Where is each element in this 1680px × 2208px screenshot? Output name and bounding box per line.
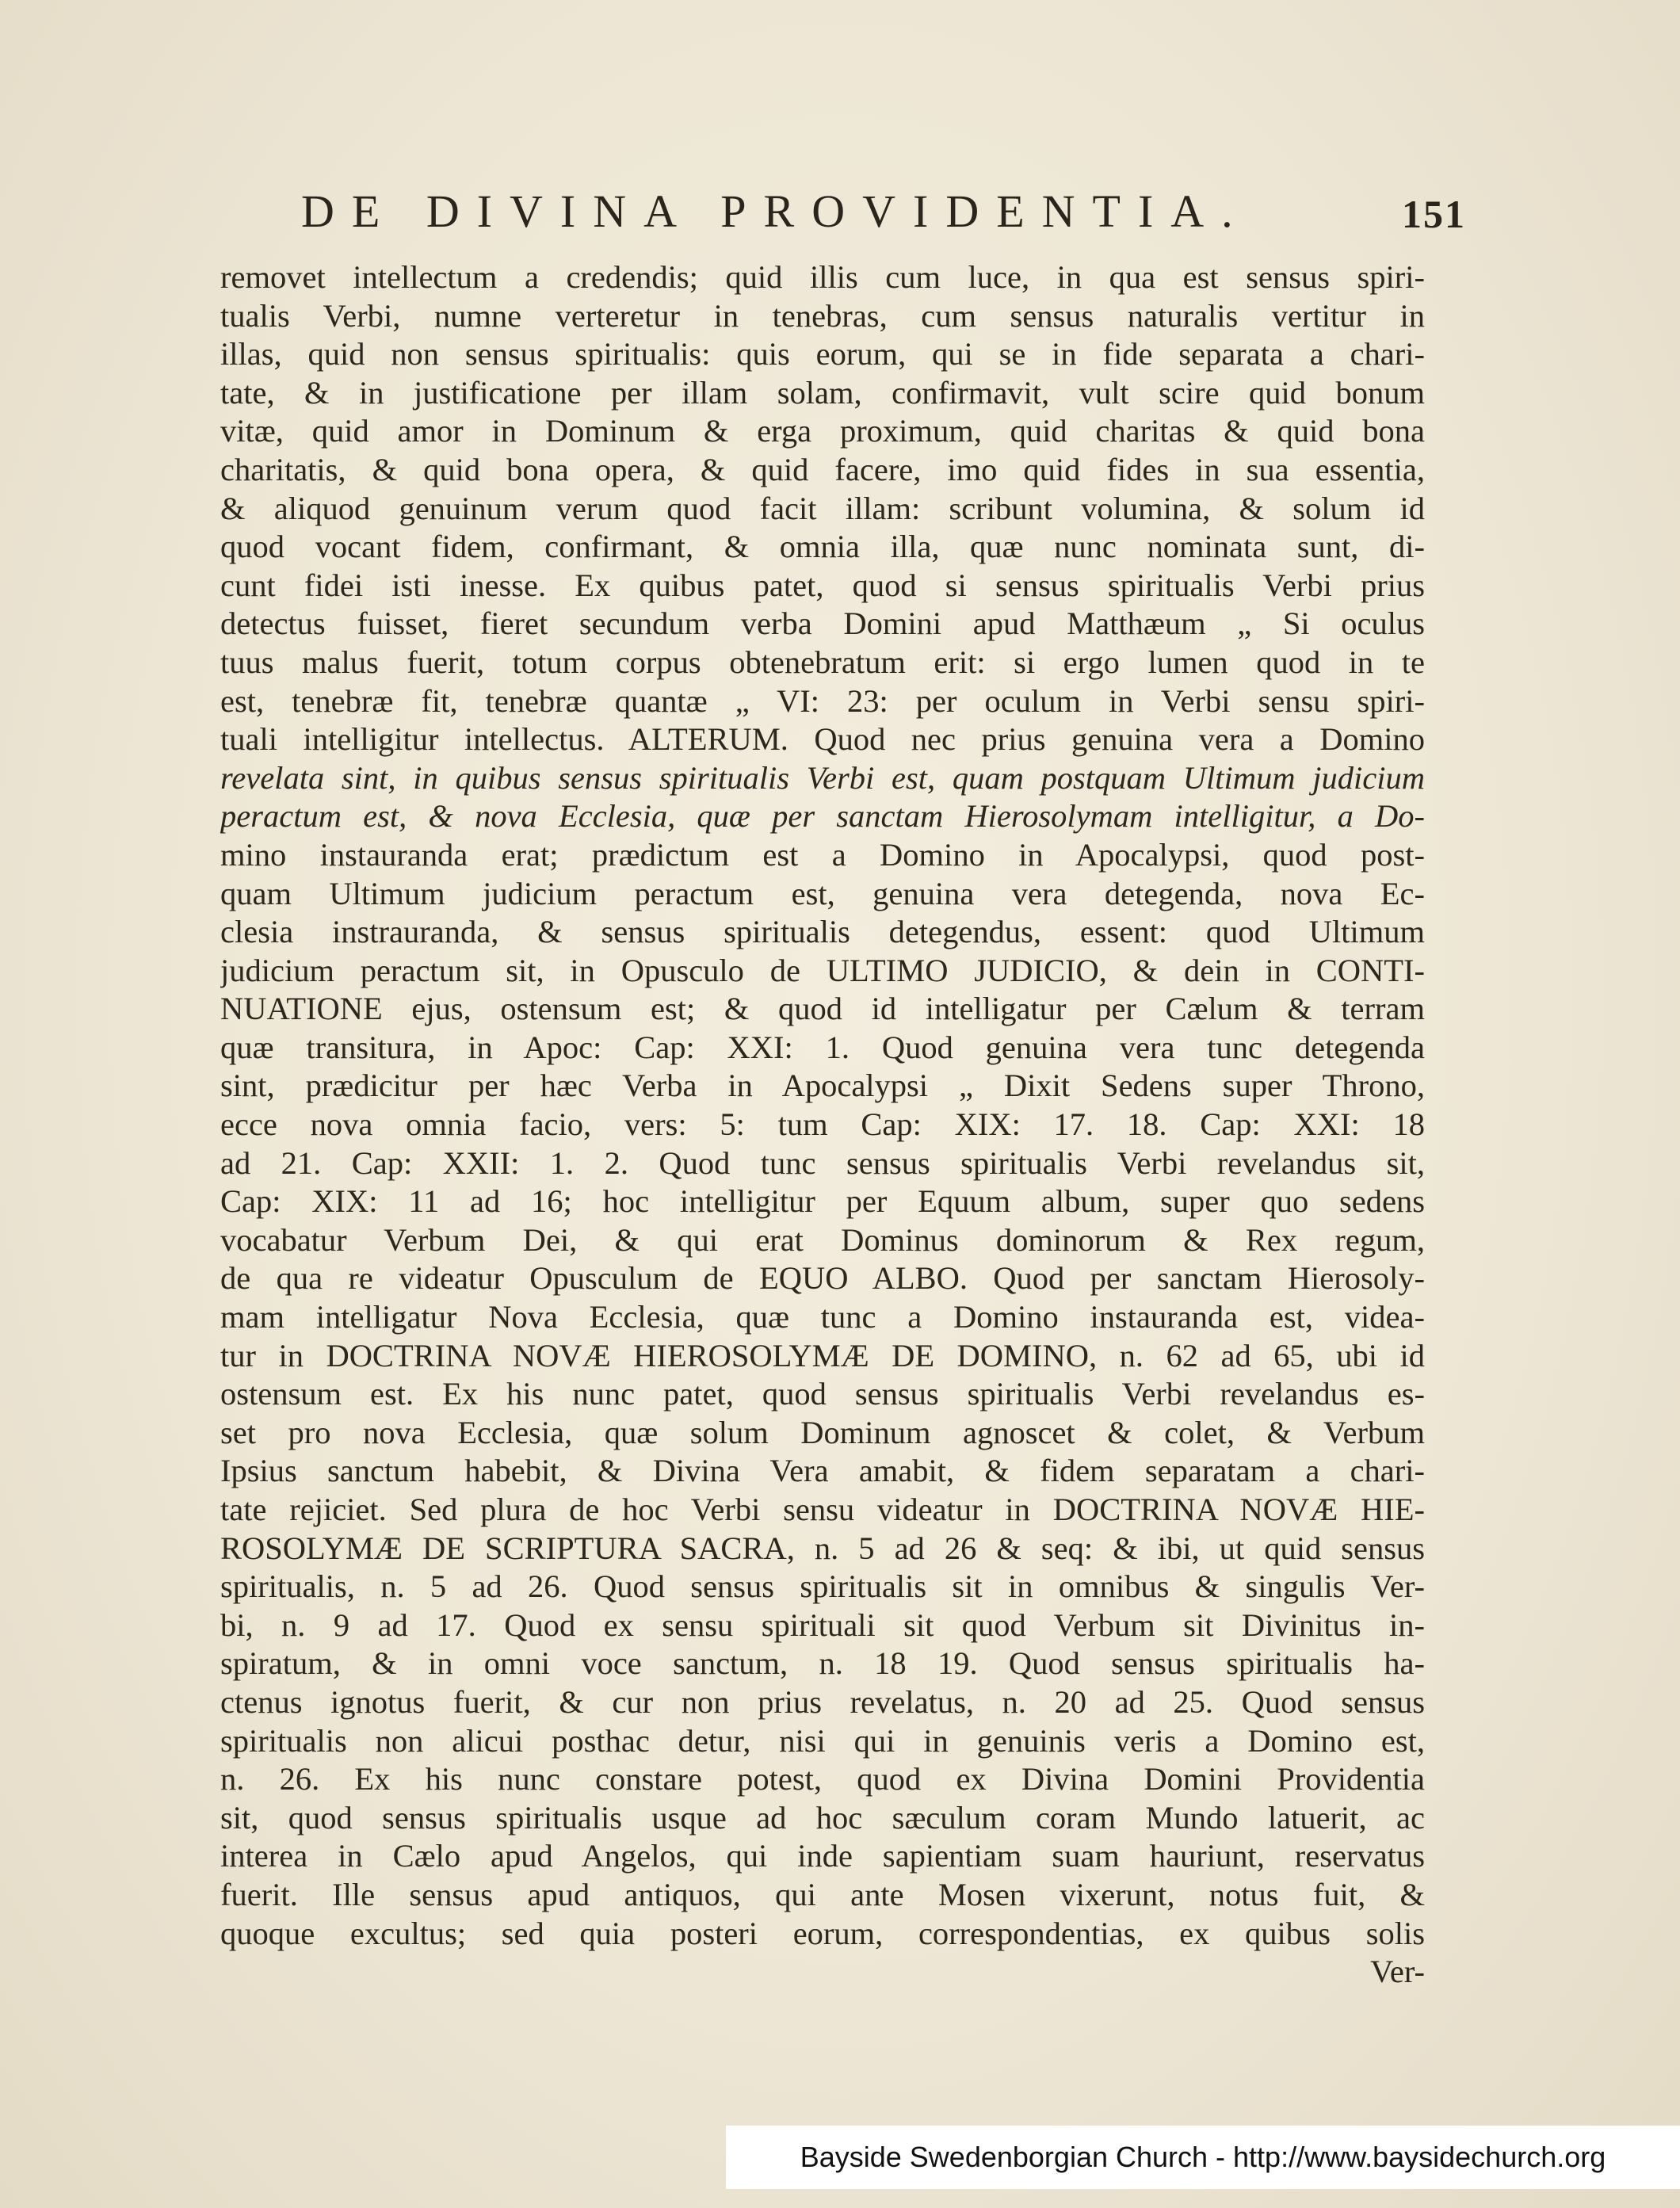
text-line: interea in Cælo apud Angelos, qui inde sapientiam suam hauriunt, reservatus [220, 1838, 1425, 1874]
text-line: NUATIONE ejus, ostensum est; & quod id intelligatur per Cælum & terram [220, 991, 1425, 1027]
text-line: ecce nova omnia facio, vers: 5: tum Cap: XIX: 17. 18. Cap: XXI: 18 [220, 1106, 1425, 1143]
text-line: sint, prædicitur per hæc Verba in Apocalypsi „ Dixit Sedens super Throno, [220, 1068, 1425, 1104]
text-line: ad 21. Cap: XXII: 1. 2. Quod tunc sensus spiritualis Verbi revelandus sit, [220, 1144, 1425, 1181]
text-line: mam intelligatur Nova Ecclesia, quæ tunc a Domino instauranda est, videa- [220, 1299, 1425, 1335]
text-line: tuali intelligitur intellectus. ALTERUM. Quod nec prius genuina vera a Domino [220, 721, 1425, 758]
text-line: removet intellectum a credendis; quid illis cum luce, in qua est sensus spiri- [220, 259, 1425, 295]
page-header [301, 184, 1466, 247]
text-line: Ipsius sanctum habebit, & Divina Vera amabit, & fidem separatam a chari- [220, 1453, 1425, 1489]
text-line: quam Ultimum judicium peractum est, genuina vera detegenda, nova Ec- [220, 875, 1425, 911]
text-line: set pro nova Ecclesia, quæ solum Dominum agnoscet & colet, & Verbum [220, 1414, 1425, 1450]
text-line: tate rejiciet. Sed plura de hoc Verbi sensu videatur in DOCTRINA NOVÆ HIE- [220, 1492, 1425, 1527]
text-line: spiritualis non alicui posthac detur, nisi qui in genuinis veris a Domino est, [220, 1722, 1425, 1759]
text-line: sit, quod sensus spiritualis usque ad hoc sæculum coram Mundo latuerit, ac [220, 1799, 1425, 1836]
text-line: clesia instrauranda, & sensus spiritualis detegendus, essent: quod Ultimum [220, 914, 1425, 950]
text-line: vocabatur Verbum Dei, & qui erat Dominus dominorum & Rex regum, [220, 1221, 1425, 1258]
text-line: quæ transitura, in Apoc: Cap: XXI: 1. Quod genuina vera tunc detegenda [220, 1029, 1425, 1065]
text-line: tualis Verbi, numne verteretur in tenebras, cum sensus naturalis vertitur in [220, 297, 1425, 334]
text-line: judicium peractum sit, in Opusculo de ULTIMO JUDICIO, & dein in CONTI- [220, 952, 1425, 988]
text-line: illas, quid non sensus spiritualis: quis eorum, qui se in fide separata a chari- [220, 336, 1425, 372]
body-text [220, 258, 1425, 1992]
text-line: est, tenebræ fit, tenebræ quantæ „ VI: 23: per oculum in Verbi sensu spiri- [220, 682, 1425, 719]
text-line: ctenus ignotus fuerit, & cur non prius revelatus, n. 20 ad 25. Quod sensus [220, 1683, 1425, 1720]
catchword: Ver- [1370, 1954, 1425, 1990]
text-line: bi, n. 9 ad 17. Quod ex sensu spirituali sit quod Verbum sit Divinitus in- [220, 1606, 1425, 1643]
text-line: spiritualis, n. 5 ad 26. Quod sensus spiritualis sit in omnibus & singulis Ver- [220, 1568, 1425, 1605]
text-line: quoque excultus; sed quia posteri eorum, correspondentias, ex quibus solis [220, 1915, 1425, 1951]
text-line: tur in DOCTRINA NOVÆ HIEROSOLYMÆ DE DOMINO, n. 62 ad 65, ubi id [220, 1337, 1425, 1373]
text-line: & aliquod genuinum verum quod facit illam: scribunt volumina, & solum id [220, 490, 1425, 526]
text-line: ROSOLYMÆ DE SCRIPTURA SACRA, n. 5 ad 26 & seq: & ibi, ut quid sensus [220, 1530, 1425, 1566]
running-title: DE DIVINA PROVIDENTIA. [301, 185, 1250, 237]
text-line: peractum est, & nova Ecclesia, quæ per sanctam Hierosolymam intelligitur, a Do- [220, 798, 1425, 835]
text-line: revelata sint, in quibus sensus spiritualis Verbi est, quam postquam Ultimum judicium [220, 759, 1425, 796]
text-line: vitæ, quid amor in Dominum & erga proximum, quid charitas & quid bona [220, 413, 1425, 449]
text-line: cunt fidei isti inesse. Ex quibus patet, quod si sensus spiritualis Verbi prius [220, 567, 1425, 603]
text-line: charitatis, & quid bona opera, & quid facere, imo quid fides in sua essentia, [220, 451, 1425, 487]
text-line: Cap: XIX: 11 ad 16; hoc intelligitur per Equum album, super quo sedens [220, 1183, 1425, 1220]
text-line: fuerit. Ille sensus apud antiquos, qui ante Mosen vixerunt, notus fuit, & [220, 1876, 1425, 1912]
text-line: tate, & in justificatione per illam solam, confirmavit, vult scire quid bonum [220, 374, 1425, 411]
text-line: de qua re videatur Opusculum de EQUO ALBO. Quod per sanctam Hierosoly- [220, 1260, 1425, 1297]
text-line: mino instauranda erat; prædictum est a Domino in Apocalypsi, quod post- [220, 836, 1425, 873]
page-number: 151 [1402, 192, 1466, 236]
text-line: spiratum, & in omni voce sanctum, n. 18 19. Quod sensus spiritualis ha- [220, 1645, 1425, 1682]
text-line: quod vocant fidem, confirmant, & omnia illa, quæ nunc nominata sunt, di- [220, 529, 1425, 565]
footer-credit-banner: Bayside Swedenborgian Church - http://www.baysidechurch.org [726, 2126, 1680, 2189]
text-line: n. 26. Ex his nunc constare potest, quod ex Divina Domini Providentia [220, 1761, 1425, 1797]
text-line: ostensum est. Ex his nunc patet, quod sensus spiritualis Verbi revelandus es- [220, 1376, 1425, 1412]
text-line: tuus malus fuerit, totum corpus obtenebratum erit: si ergo lumen quod in te [220, 644, 1425, 680]
text-line: detectus fuisset, fieret secundum verba Domini apud Matthæum „ Si oculus [220, 605, 1425, 642]
